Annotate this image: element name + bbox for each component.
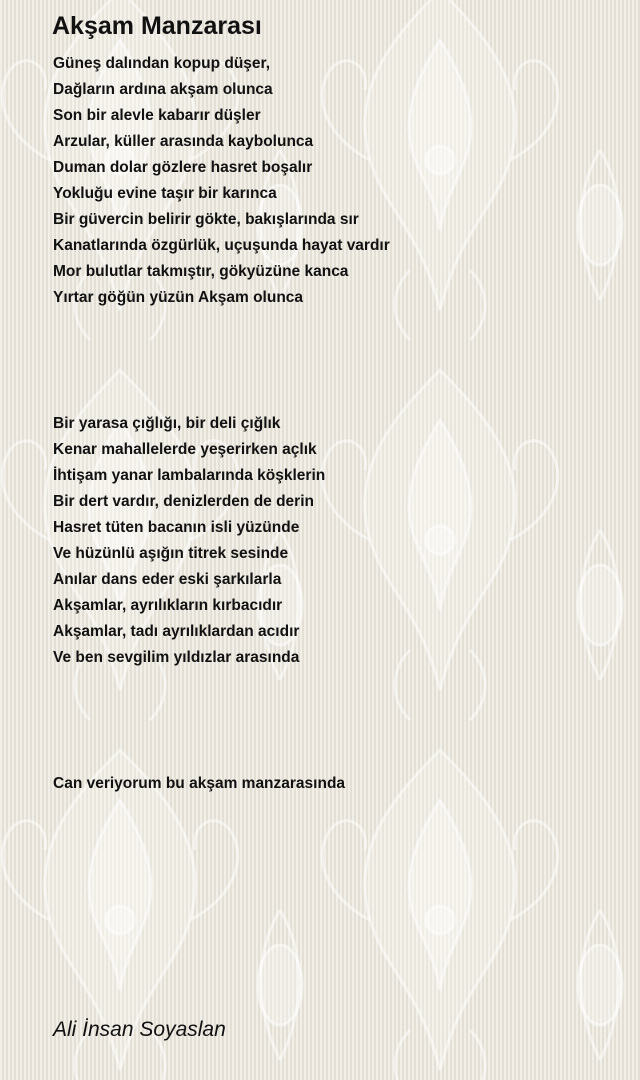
poem-line: Kanatlarında özgürlük, uçuşunda hayat vardır (53, 237, 390, 254)
poem-line: Arzular, küller arasında kaybolunca (53, 133, 314, 150)
poem-line: Son bir alevle kabarır düşler (53, 107, 261, 124)
poem-author: Ali İnsan Soyaslan (53, 1018, 226, 1041)
poem-line: İhtişam yanar lambalarında köşklerin (53, 467, 326, 484)
poem-line: Güneş dalından kopup düşer, (53, 55, 271, 72)
poem-line: Yokluğu evine taşır bir karınca (53, 185, 277, 202)
poem-line: Anılar dans eder eski şarkılarla (53, 571, 282, 588)
poem-title: Akşam Manzarası (52, 12, 262, 40)
poem-line: Ve hüzünlü aşığın titrek sesinde (53, 545, 289, 562)
poem-line: Yırtar göğün yüzün Akşam olunca (53, 289, 304, 306)
poem-line: Can veriyorum bu akşam manzarasında (53, 775, 346, 792)
stanza-2 (53, 411, 325, 671)
poem-line: Ve ben sevgilim yıldızlar arasında (53, 649, 300, 666)
poem-line: Akşamlar, ayrılıkların kırbacıdır (53, 597, 283, 614)
stanza-1 (53, 51, 390, 311)
poem-line: Hasret tüten bacanın isli yüzünde (53, 519, 300, 536)
poem-line: Mor bulutlar takmıştır, gökyüzüne kanca (53, 263, 349, 280)
poem-line: Bir dert vardır, denizlerden de derin (53, 493, 314, 510)
poem-line: Duman dolar gözlere hasret boşalır (53, 159, 313, 176)
poem-line: Bir yarasa çığlığı, bir deli çığlık (53, 415, 281, 432)
poem-line: Dağların ardına akşam olunca (53, 81, 273, 98)
poem-line: Akşamlar, tadı ayrılıklardan acıdır (53, 623, 300, 640)
poem-line: Kenar mahallelerde yeşerirken açlık (53, 441, 317, 458)
poem-line: Bir güvercin belirir gökte, bakışlarında sır (53, 211, 359, 228)
stanza-3 (53, 771, 345, 797)
